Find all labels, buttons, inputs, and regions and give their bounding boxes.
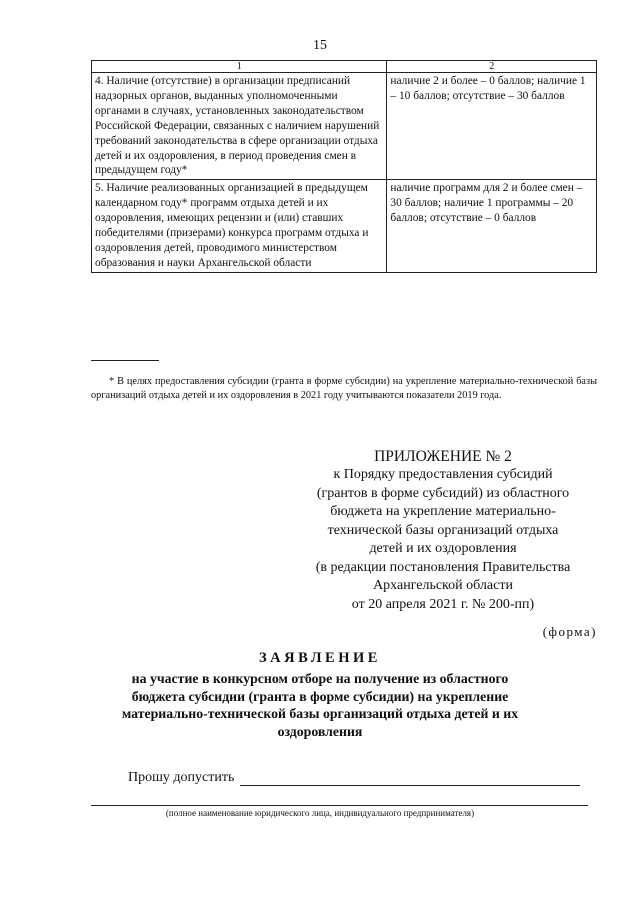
scores-cell: наличие программ для 2 и более смен – 30 баллов; наличие 1 программы – 20 баллов; отсутствие – 0 баллов bbox=[387, 180, 597, 272]
appendix-line: от 20 апреля 2021 г. № 200-пп) bbox=[351, 596, 535, 612]
criterion-cell: 4. Наличие (отсутствие) в организации предписаний надзорных органов, выданных уполномоченными органами в случаях, установленных законодательством Российской Федерации, связанных с наличием нарушений требований законодательства в сфере организации отдыха детей и их оздоровления, в период проведения смен в предыдущем году* bbox=[92, 73, 387, 180]
table-row bbox=[92, 73, 597, 180]
applicant-name-hint: (полное наименование юридического лица, индивидуального предпринимателя) bbox=[165, 808, 475, 818]
request-label: Прошу допустить bbox=[128, 770, 235, 785]
appendix-line: (грантов в форме субсидий) из областного bbox=[316, 485, 570, 501]
appendix-line: (в редакции постановления Правительства bbox=[315, 559, 571, 575]
statement-subtitle: на участие в конкурсном отборе на получение из областного бюджета субсидии (гранта в форме субсидии) на укрепление материально-технической базы организаций отдыха детей и их оздоровления bbox=[121, 671, 519, 739]
footnote-divider bbox=[91, 360, 159, 361]
appendix-line: детей и их оздоровления bbox=[369, 541, 517, 556]
forma-label: (форма) bbox=[542, 624, 597, 639]
applicant-name-line[interactable] bbox=[91, 805, 588, 806]
appendix-heading: ПРИЛОЖЕНИЕ № 2 bbox=[374, 448, 512, 465]
request-row bbox=[128, 770, 580, 786]
appendix-block bbox=[300, 447, 586, 614]
statement-title: ЗАЯВЛЕНИЕ bbox=[259, 650, 381, 666]
table-row bbox=[92, 180, 597, 272]
page-number: 15 bbox=[313, 38, 327, 53]
appendix-line: к Порядку предоставления субсидий bbox=[333, 467, 553, 482]
appendix-line: технической базы организаций отдыха bbox=[327, 522, 559, 538]
appendix-line: бюджета на укрепление материально- bbox=[330, 504, 556, 519]
table-header-cell: 1 bbox=[92, 61, 387, 73]
table-header-cell: 2 bbox=[387, 61, 597, 73]
criterion-cell: 5. Наличие реализованных организацией в предыдущем календарном году* программ отдыха детей и их оздоровления, имеющих рецензии и (или) ставших победителями (призерами) конкурса программ отдыха и оздоровления детей, проводимого министерством образования и науки Архангельской области bbox=[92, 180, 387, 272]
appendix-line: Архангельской области bbox=[373, 578, 513, 593]
applicant-name-field[interactable] bbox=[240, 771, 580, 786]
criteria-table bbox=[91, 60, 597, 273]
footnote: * В целях предоставления субсидии (гранта в форме субсидии) на укрепление материально-технической базы организаций отдыха детей и их оздоровления в 2021 году учитываются показатели 2019 года. bbox=[91, 376, 597, 401]
scores-cell: наличие 2 и более – 0 баллов; наличие 1 – 10 баллов; отсутствие – 30 баллов bbox=[387, 73, 597, 180]
table-header-row bbox=[92, 61, 597, 73]
